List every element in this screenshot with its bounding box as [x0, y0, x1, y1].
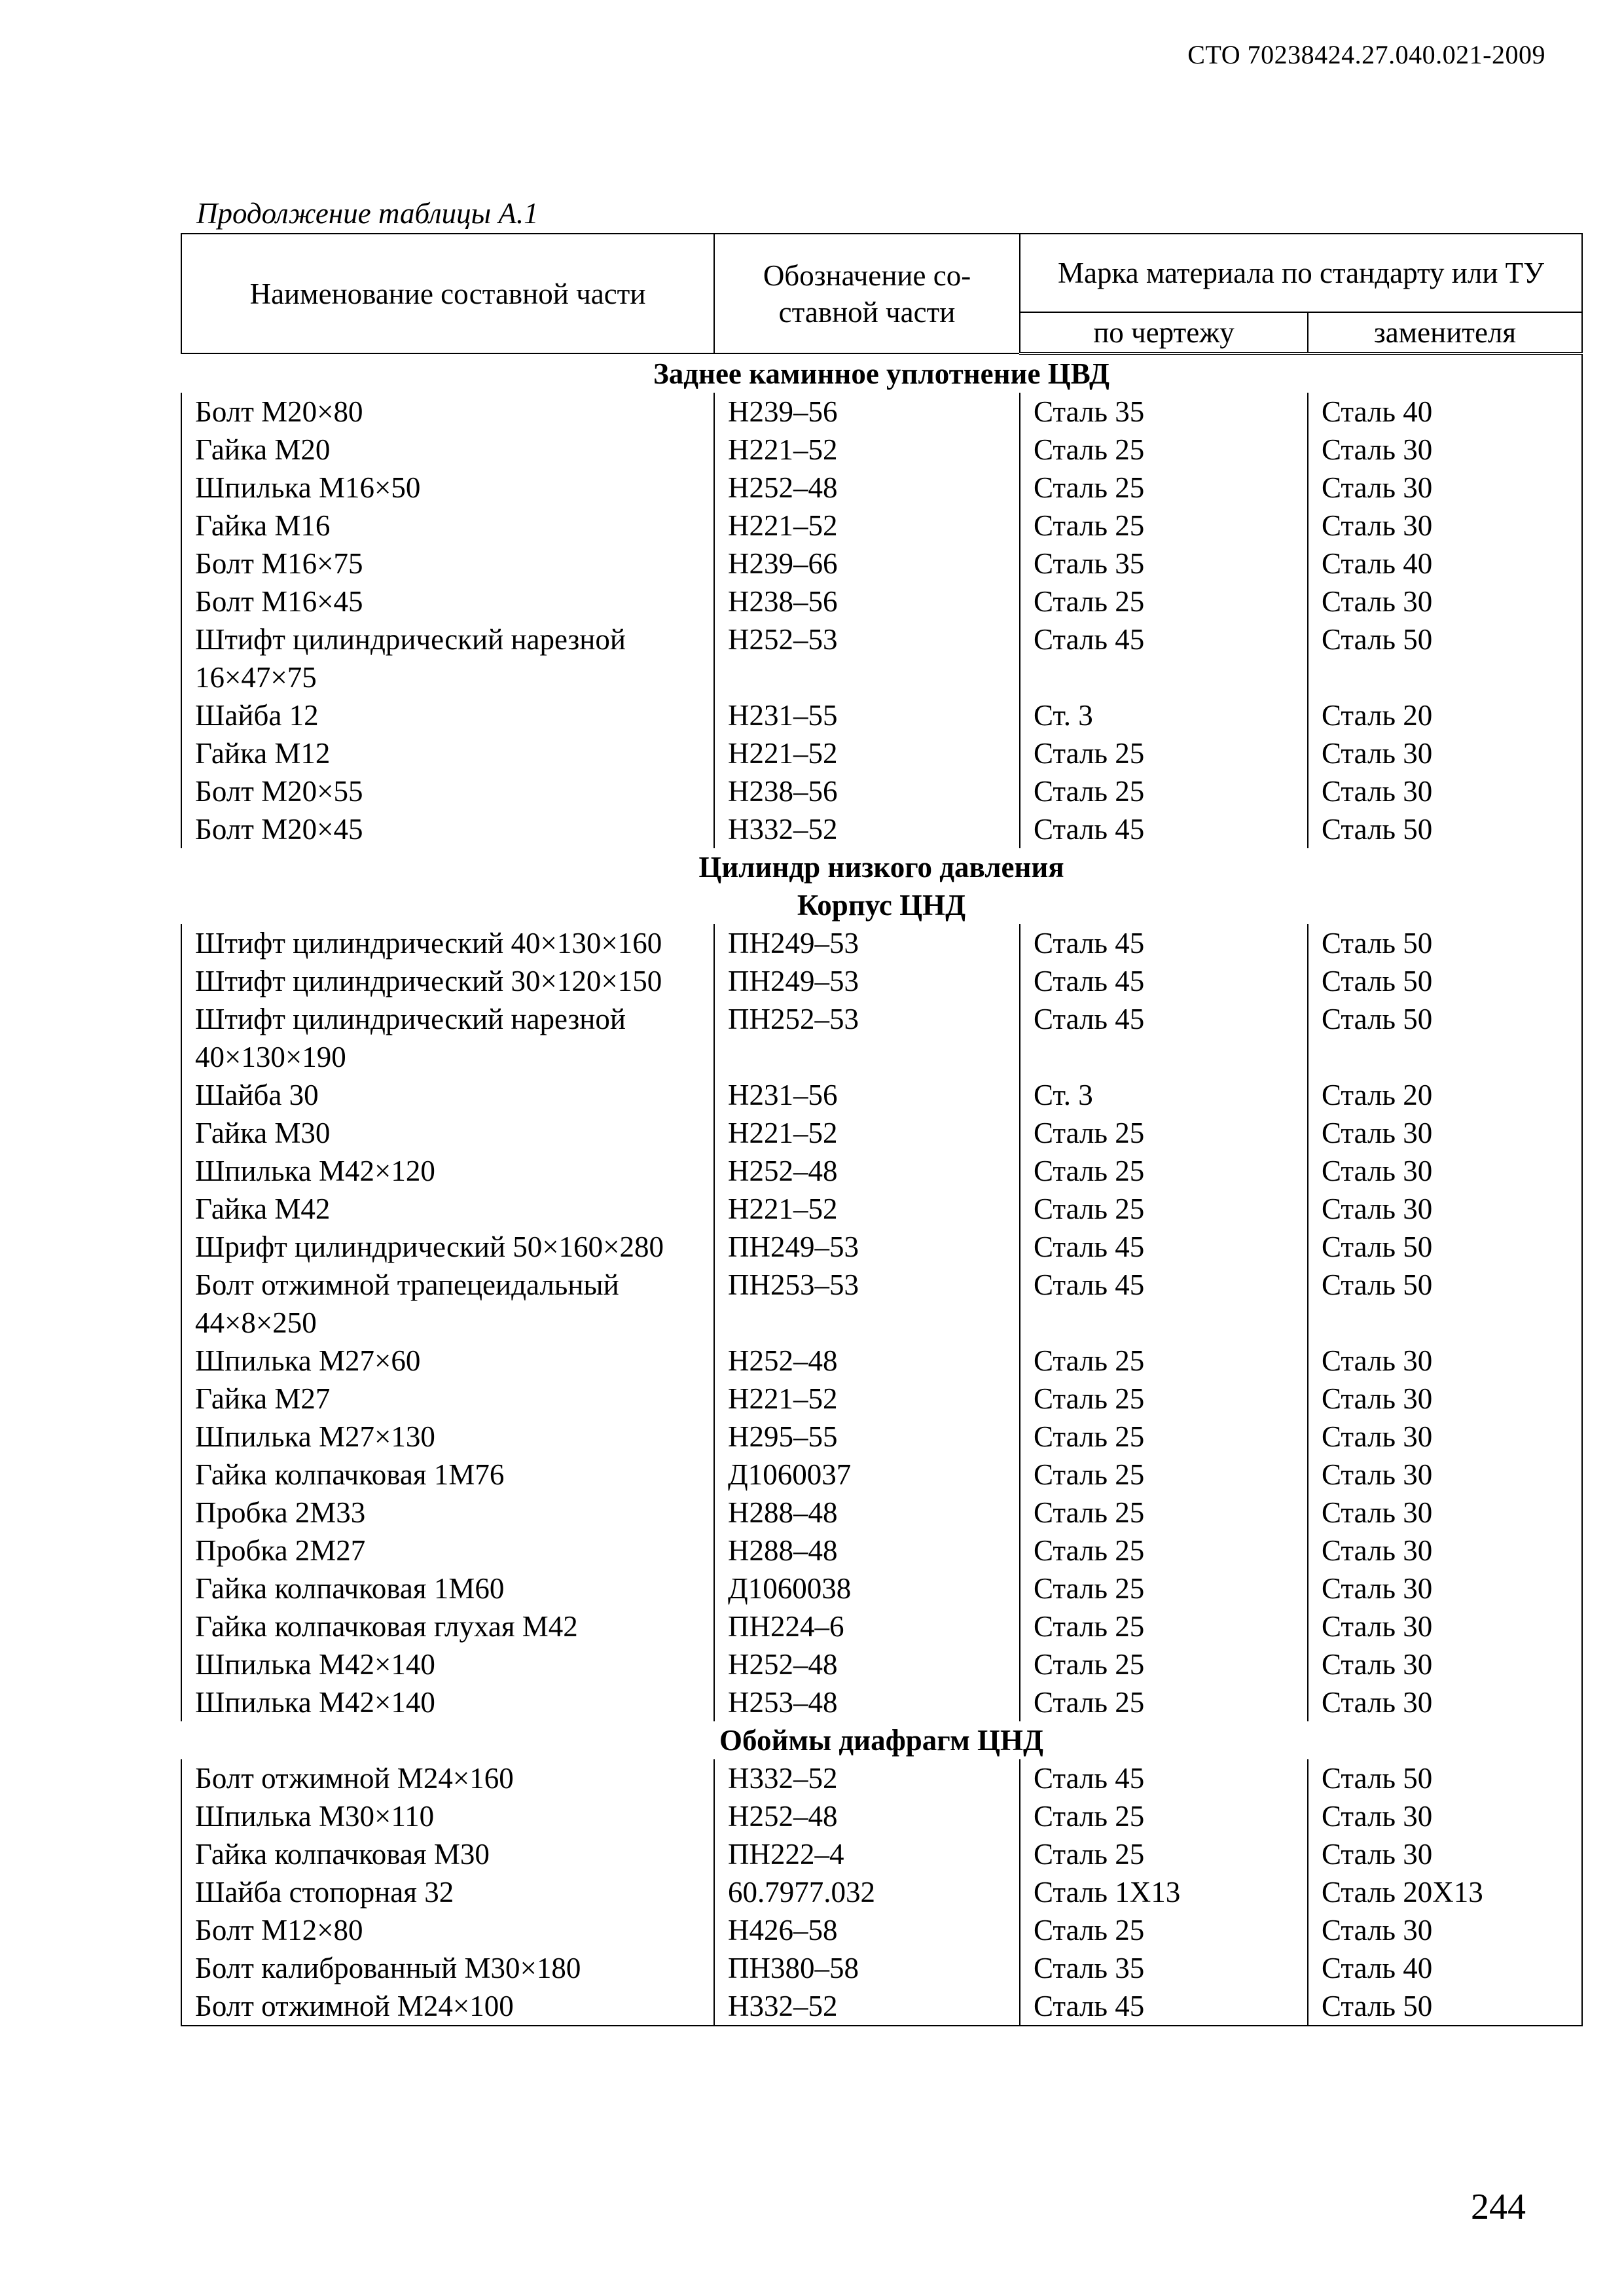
cell-part-name: Шайба 30 — [181, 1076, 714, 1114]
table-row — [181, 734, 1582, 772]
cell-material-substitute: Сталь 50 — [1308, 1228, 1582, 1266]
cell-material-substitute: Сталь 30 — [1308, 1607, 1582, 1645]
cell-part-name: Гайка М20 — [181, 431, 714, 469]
cell-material-by-drawing: Сталь 25 — [1020, 1911, 1308, 1949]
table-row — [181, 545, 1582, 583]
cell-designation: ПН249–53 — [714, 924, 1020, 962]
cell-designation: Н221–52 — [714, 1114, 1020, 1152]
cell-material-by-drawing: Сталь 25 — [1020, 1683, 1308, 1721]
cell-material-substitute: Сталь 50 — [1308, 924, 1582, 962]
cell-material-substitute: Сталь 30 — [1308, 734, 1582, 772]
cell-material-substitute: Сталь 30 — [1308, 1570, 1582, 1607]
table-row — [181, 924, 1582, 962]
parts-material-table — [181, 233, 1583, 2026]
cell-material-substitute: Сталь 30 — [1308, 1380, 1582, 1418]
cell-material-substitute: Сталь 40 — [1308, 1949, 1582, 1987]
cell-material-substitute: Сталь 50 — [1308, 1000, 1582, 1076]
table-caption: Продолжение таблицы А.1 — [196, 197, 539, 230]
column-header-designation-text: Обозначение со- ставной части — [763, 259, 971, 329]
cell-material-by-drawing: Сталь 25 — [1020, 431, 1308, 469]
cell-material-by-drawing: Сталь 25 — [1020, 1114, 1308, 1152]
cell-material-by-drawing: Сталь 35 — [1020, 1949, 1308, 1987]
cell-material-by-drawing: Сталь 25 — [1020, 1494, 1308, 1532]
table-row — [181, 1570, 1582, 1607]
cell-part-name: Штифт цилиндрический 30×120×150 — [181, 962, 714, 1000]
cell-material-substitute: Сталь 50 — [1308, 962, 1582, 1000]
cell-designation: ПН380–58 — [714, 1949, 1020, 1987]
section-heading-row — [181, 353, 1582, 393]
table-row — [181, 696, 1582, 734]
cell-material-by-drawing: Сталь 25 — [1020, 1532, 1308, 1570]
cell-material-substitute: Сталь 30 — [1308, 507, 1582, 545]
cell-part-name: Болт М16×45 — [181, 583, 714, 620]
table-row — [181, 1607, 1582, 1645]
table-row — [181, 469, 1582, 507]
cell-designation: Н332–52 — [714, 810, 1020, 848]
cell-material-by-drawing: Ст. 3 — [1020, 1076, 1308, 1114]
cell-material-substitute: Сталь 40 — [1308, 545, 1582, 583]
cell-part-name: Гайка М12 — [181, 734, 714, 772]
cell-part-name: Шпилька М30×110 — [181, 1797, 714, 1835]
cell-material-by-drawing: Сталь 45 — [1020, 810, 1308, 848]
cell-designation: Н238–56 — [714, 772, 1020, 810]
cell-material-substitute: Сталь 30 — [1308, 1532, 1582, 1570]
cell-designation: ПН249–53 — [714, 1228, 1020, 1266]
table-row — [181, 1987, 1582, 2026]
cell-part-name: Гайка колпачковая 1М76 — [181, 1456, 714, 1494]
cell-part-name: Гайка М27 — [181, 1380, 714, 1418]
cell-designation: Н221–52 — [714, 431, 1020, 469]
cell-designation: ПН253–53 — [714, 1266, 1020, 1342]
cell-part-name: Пробка 2М33 — [181, 1494, 714, 1532]
cell-part-name: Штифт цилиндрический 40×130×160 — [181, 924, 714, 962]
table-row — [181, 1835, 1582, 1873]
cell-material-by-drawing: Сталь 1Х13 — [1020, 1873, 1308, 1911]
cell-part-name: Гайка М16 — [181, 507, 714, 545]
cell-material-substitute: Сталь 30 — [1308, 1911, 1582, 1949]
cell-part-name: Болт калиброванный М30×180 — [181, 1949, 714, 1987]
table-row — [181, 1152, 1582, 1190]
cell-material-substitute: Сталь 50 — [1308, 810, 1582, 848]
cell-material-by-drawing: Сталь 45 — [1020, 962, 1308, 1000]
cell-part-name: Гайка колпачковая 1М60 — [181, 1570, 714, 1607]
table-row — [181, 1266, 1582, 1342]
table-row — [181, 393, 1582, 431]
cell-designation: Н221–52 — [714, 1190, 1020, 1228]
cell-material-by-drawing: Сталь 25 — [1020, 772, 1308, 810]
cell-part-name: Болт М16×75 — [181, 545, 714, 583]
cell-material-substitute: Сталь 20Х13 — [1308, 1873, 1582, 1911]
cell-part-name: Шрифт цилиндрический 50×160×280 — [181, 1228, 714, 1266]
cell-material-by-drawing: Сталь 25 — [1020, 1645, 1308, 1683]
cell-material-by-drawing: Сталь 25 — [1020, 1418, 1308, 1456]
cell-material-by-drawing: Сталь 45 — [1020, 1228, 1308, 1266]
cell-designation: Д1060038 — [714, 1570, 1020, 1607]
cell-material-substitute: Сталь 50 — [1308, 1987, 1582, 2026]
cell-part-name: Болт отжимной М24×160 — [181, 1759, 714, 1797]
cell-material-by-drawing: Сталь 45 — [1020, 1759, 1308, 1797]
cell-material-by-drawing: Сталь 25 — [1020, 734, 1308, 772]
cell-part-name: Шпилька М27×130 — [181, 1418, 714, 1456]
cell-part-name: Гайка М30 — [181, 1114, 714, 1152]
cell-designation: ПН249–53 — [714, 962, 1020, 1000]
section-heading: Цилиндр низкого давления — [181, 848, 1582, 886]
cell-designation: ПН222–4 — [714, 1835, 1020, 1873]
cell-material-substitute: Сталь 50 — [1308, 620, 1582, 696]
table-row — [181, 1494, 1582, 1532]
table-row — [181, 772, 1582, 810]
cell-designation: ПН252–53 — [714, 1000, 1020, 1076]
table-row — [181, 1873, 1582, 1911]
cell-designation: Н239–66 — [714, 545, 1020, 583]
cell-designation: Н221–52 — [714, 734, 1020, 772]
table-row — [181, 1114, 1582, 1152]
cell-material-substitute: Сталь 30 — [1308, 1190, 1582, 1228]
cell-designation: Н252–48 — [714, 1152, 1020, 1190]
cell-material-substitute: Сталь 50 — [1308, 1759, 1582, 1797]
cell-part-name: Шпилька М27×60 — [181, 1342, 714, 1380]
cell-part-name: Штифт цилиндрический нарезной 16×47×75 — [181, 620, 714, 696]
cell-designation: Н252–48 — [714, 1645, 1020, 1683]
cell-material-substitute: Сталь 30 — [1308, 1342, 1582, 1380]
table-row — [181, 620, 1582, 696]
cell-designation: Н332–52 — [714, 1987, 1020, 2026]
table-row — [181, 1532, 1582, 1570]
cell-material-substitute: Сталь 30 — [1308, 772, 1582, 810]
cell-material-substitute: Сталь 30 — [1308, 1835, 1582, 1873]
cell-part-name: Болт отжимной М24×100 — [181, 1987, 714, 2026]
cell-material-by-drawing: Сталь 25 — [1020, 507, 1308, 545]
cell-part-name: Шпилька М42×120 — [181, 1152, 714, 1190]
cell-designation: Н426–58 — [714, 1911, 1020, 1949]
cell-part-name: Гайка колпачковая глухая М42 — [181, 1607, 714, 1645]
cell-designation: Н288–48 — [714, 1494, 1020, 1532]
cell-part-name: Болт М12×80 — [181, 1911, 714, 1949]
table-row — [181, 1683, 1582, 1721]
cell-designation: Н221–52 — [714, 1380, 1020, 1418]
cell-designation: Н252–48 — [714, 469, 1020, 507]
cell-designation: Н231–55 — [714, 696, 1020, 734]
cell-material-by-drawing: Ст. 3 — [1020, 696, 1308, 734]
column-header-by-drawing: по чертежу — [1020, 312, 1308, 353]
cell-material-substitute: Сталь 30 — [1308, 1645, 1582, 1683]
cell-designation: Н288–48 — [714, 1532, 1020, 1570]
cell-material-by-drawing: Сталь 25 — [1020, 1835, 1308, 1873]
cell-material-by-drawing: Сталь 25 — [1020, 583, 1308, 620]
section-heading-row — [181, 848, 1582, 886]
table-row — [181, 507, 1582, 545]
cell-designation: 60.7977.032 — [714, 1873, 1020, 1911]
section-heading: Обоймы диафрагм ЦНД — [181, 1721, 1582, 1759]
cell-part-name: Болт М20×45 — [181, 810, 714, 848]
cell-material-substitute: Сталь 30 — [1308, 469, 1582, 507]
column-header-substitute: заменителя — [1308, 312, 1582, 353]
cell-designation: Н252–48 — [714, 1342, 1020, 1380]
cell-material-substitute: Сталь 30 — [1308, 1114, 1582, 1152]
cell-material-by-drawing: Сталь 25 — [1020, 469, 1308, 507]
cell-part-name: Шайба стопорная 32 — [181, 1873, 714, 1911]
table-row — [181, 1076, 1582, 1114]
column-header-material: Марка материала по стандарту или ТУ — [1020, 234, 1582, 312]
cell-part-name: Шайба 12 — [181, 696, 714, 734]
cell-material-substitute: Сталь 30 — [1308, 583, 1582, 620]
cell-part-name: Шпилька М42×140 — [181, 1683, 714, 1721]
cell-material-substitute: Сталь 30 — [1308, 1418, 1582, 1456]
cell-designation: Н221–52 — [714, 507, 1020, 545]
cell-designation: Н239–56 — [714, 393, 1020, 431]
column-header-name: Наименование составной части — [181, 234, 714, 353]
cell-material-by-drawing: Сталь 25 — [1020, 1190, 1308, 1228]
cell-material-substitute: Сталь 30 — [1308, 431, 1582, 469]
section-heading-row — [181, 1721, 1582, 1759]
section-heading: Заднее каминное уплотнение ЦВД — [181, 353, 1582, 393]
cell-material-by-drawing: Сталь 25 — [1020, 1152, 1308, 1190]
cell-material-by-drawing: Сталь 25 — [1020, 1456, 1308, 1494]
cell-material-by-drawing: Сталь 25 — [1020, 1380, 1308, 1418]
cell-designation: Н252–53 — [714, 620, 1020, 696]
cell-designation: Н253–48 — [714, 1683, 1020, 1721]
cell-material-substitute: Сталь 30 — [1308, 1456, 1582, 1494]
table-row — [181, 1949, 1582, 1987]
cell-designation: ПН224–6 — [714, 1607, 1020, 1645]
column-header-designation — [714, 234, 1020, 353]
cell-material-substitute: Сталь 30 — [1308, 1494, 1582, 1532]
table-row — [181, 1645, 1582, 1683]
cell-part-name: Штифт цилиндрический нарезной 40×130×190 — [181, 1000, 714, 1076]
cell-designation: Н252–48 — [714, 1797, 1020, 1835]
cell-material-by-drawing: Сталь 45 — [1020, 924, 1308, 962]
section-heading-row — [181, 886, 1582, 924]
cell-material-by-drawing: Сталь 45 — [1020, 1266, 1308, 1342]
cell-part-name: Шпилька М42×140 — [181, 1645, 714, 1683]
table-row — [181, 1380, 1582, 1418]
cell-material-substitute: Сталь 40 — [1308, 393, 1582, 431]
cell-material-by-drawing: Сталь 45 — [1020, 1987, 1308, 2026]
cell-designation: Д1060037 — [714, 1456, 1020, 1494]
cell-material-substitute: Сталь 20 — [1308, 1076, 1582, 1114]
table-row — [181, 583, 1582, 620]
table-row — [181, 962, 1582, 1000]
cell-part-name: Гайка М42 — [181, 1190, 714, 1228]
section-heading: Корпус ЦНД — [181, 886, 1582, 924]
table-row — [181, 1759, 1582, 1797]
table-row — [181, 810, 1582, 848]
cell-material-by-drawing: Сталь 25 — [1020, 1607, 1308, 1645]
cell-part-name: Шпилька М16×50 — [181, 469, 714, 507]
table-row — [181, 1911, 1582, 1949]
cell-designation: Н295–55 — [714, 1418, 1020, 1456]
table-row — [181, 1190, 1582, 1228]
document-code: СТО 70238424.27.040.021-2009 — [1187, 40, 1545, 69]
table-body — [181, 353, 1582, 2026]
cell-material-substitute: Сталь 20 — [1308, 696, 1582, 734]
cell-designation: Н238–56 — [714, 583, 1020, 620]
table-row — [181, 1000, 1582, 1076]
cell-material-by-drawing: Сталь 35 — [1020, 393, 1308, 431]
cell-part-name: Болт М20×80 — [181, 393, 714, 431]
cell-material-by-drawing: Сталь 45 — [1020, 1000, 1308, 1076]
cell-material-substitute: Сталь 30 — [1308, 1152, 1582, 1190]
cell-material-by-drawing: Сталь 45 — [1020, 620, 1308, 696]
table-row — [181, 1418, 1582, 1456]
cell-material-by-drawing: Сталь 25 — [1020, 1797, 1308, 1835]
cell-material-substitute: Сталь 50 — [1308, 1266, 1582, 1342]
cell-material-by-drawing: Сталь 35 — [1020, 545, 1308, 583]
table-row — [181, 1797, 1582, 1835]
table-row — [181, 1342, 1582, 1380]
cell-part-name: Болт М20×55 — [181, 772, 714, 810]
cell-material-by-drawing: Сталь 25 — [1020, 1570, 1308, 1607]
cell-part-name: Болт отжимной трапецеидальный 44×8×250 — [181, 1266, 714, 1342]
table-row — [181, 1456, 1582, 1494]
cell-material-substitute: Сталь 30 — [1308, 1797, 1582, 1835]
cell-part-name: Пробка 2М27 — [181, 1532, 714, 1570]
cell-designation: Н231–56 — [714, 1076, 1020, 1114]
page-number: 244 — [1471, 2187, 1526, 2227]
cell-part-name: Гайка колпачковая М30 — [181, 1835, 714, 1873]
cell-material-by-drawing: Сталь 25 — [1020, 1342, 1308, 1380]
table-row — [181, 1228, 1582, 1266]
table-row — [181, 431, 1582, 469]
cell-material-substitute: Сталь 30 — [1308, 1683, 1582, 1721]
cell-designation: Н332–52 — [714, 1759, 1020, 1797]
